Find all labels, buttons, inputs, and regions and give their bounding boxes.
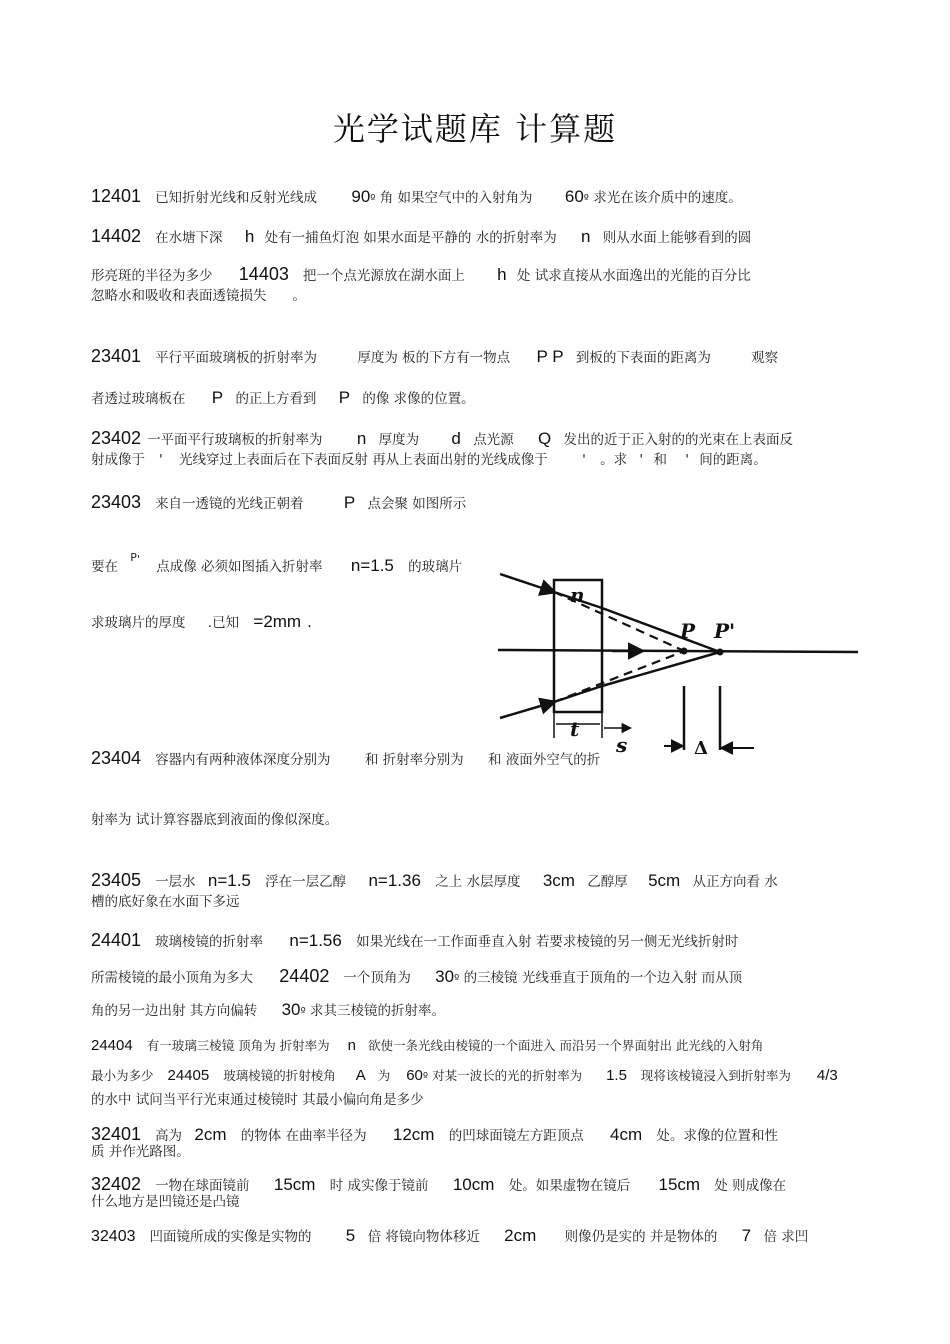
problem-14403: 形亮斑的半径为多少 14403 把一个点光源放在湖水面上 h 处 试求直接从水面逸出的光能的百分比 <box>91 264 751 284</box>
problem-23403-cont: 要在 $^{P'}$ 点成像 必须如图插入折射率 n=1.5 的玻璃片 <box>91 551 463 575</box>
upper-ray <box>500 574 554 592</box>
problem-24402: 所需棱镜的最小顶角为多大 24402 一个顶角为 30º 的三棱镜 光线垂直于顶角的一个边入射 而从顶 <box>91 966 743 986</box>
problem-12401: 12401 已知折射光线和反射光线成 90º 角 如果空气中的入射角为 60º 求光在该介质中的速度。 <box>91 186 742 206</box>
problem-23404-cont: 射率为 试计算容器底到液面的像似深度。 <box>91 812 339 828</box>
problem-23405: 23405 一层水 n=1.5 浮在一层乙醇 n=1.36 之上 水层厚度 3cm 乙醇厚 5cm 从正方向看 水 <box>91 870 778 890</box>
problem-14403-cont: 忽略水和吸收和表面透镜损失 。 <box>91 288 306 304</box>
point-p <box>681 648 688 655</box>
problem-23402: 23402 一平面平行玻璃板的折射率为 n 厚度为 d 点光源 Q 发出的近于正入射的的光束在上表面反 <box>91 428 794 448</box>
problem-24405-cont: 的水中 试问当平行光束通过棱镜时 其最小偏向角是多少 <box>91 1092 424 1108</box>
problem-24401: 24401 玻璃棱镜的折射率 n=1.56 如果光线在一工作面垂直入射 若要求棱镜的另一侧无光线折射时 <box>91 930 739 950</box>
label-t: t <box>570 717 580 741</box>
label-p-prime: P' <box>714 619 736 643</box>
problem-14402: 14402 在水塘下深 h 处有一捕鱼灯泡 如果水面是平静的 水的折射率为 n 则从水面上能够看到的圆 <box>91 226 752 246</box>
label-s: s <box>616 733 628 757</box>
problem-32401-cont: 质 并作光路图。 <box>91 1144 190 1160</box>
lower-ray <box>500 702 554 718</box>
problem-23404: 23404 容器内有两种液体深度分别为 和 折射率分别为 和 液面外空气的折 <box>91 748 601 768</box>
problem-32402-cont: 什么地方是凹镜还是凸镜 <box>91 1194 240 1210</box>
problem-32402: 32402 一物在球面镜前 15cm 时 成实像于镜前 10cm 处。如果虚物在镜后 15cm 处 则成像在 <box>91 1174 787 1194</box>
page-title: 光学试题库 计算题 <box>332 110 618 148</box>
problem-32401: 32401 高为 2cm 的物体 在曲率半径为 12cm 的凹球面镜左方距顶点 4cm 处。求像的位置和性 <box>91 1124 778 1144</box>
problem-23401: 23401 平行平面玻璃板的折射率为 厚度为 板的下方有一物点 P P 到板的下表面的距离为 观察 <box>91 346 779 366</box>
label-n: n <box>570 583 585 607</box>
label-p: P <box>680 619 696 643</box>
problem-24404: 24404 有一玻璃三棱镜 顶角为 折射率为 n 欲使一条光线由棱镜的一个面进入 而沿另一个界面射出 此光线的入射角 <box>91 1037 764 1054</box>
problem-24402-cont: 角的另一边出射 其方向偏转 30º 求其三棱镜的折射率。 <box>91 1000 445 1019</box>
problem-23403: 23403 来自一透镜的光线正朝着 P 点会聚 如图所示 <box>91 492 467 512</box>
problem-23402-cont: 射成像于 ' 光线穿过上表面后在下表面反射 再从上表面出射的光线成像于 ' 。求 ' 和 ' 间的距离。 <box>91 452 767 468</box>
problem-23405-cont: 槽的底好象在水面下多远 <box>91 894 240 910</box>
problem-23403-cont2: 求玻璃片的厚度 .已知 =2mm . <box>91 612 312 631</box>
point-p-prime <box>717 649 724 656</box>
problem-23401-cont: 者透过玻璃板在 P 的正上方看到 P 的像 求像的位置。 <box>91 388 475 407</box>
optics-figure <box>492 558 864 764</box>
problem-24405: 最小为多少 24405 玻璃棱镜的折射棱角 A 为 60º 对某一波长的光的折射率为 1.5 现将该棱镜浸入到折射率为 4/3 <box>91 1067 838 1084</box>
optical-axis <box>498 650 858 652</box>
label-delta: Δ <box>694 738 708 759</box>
problem-32403: 32403 凹面镜所成的实像是实物的 5 倍 将镜向物体移近 2cm 则像仍是实的 并是物体的 7 倍 求凹 <box>91 1226 809 1245</box>
